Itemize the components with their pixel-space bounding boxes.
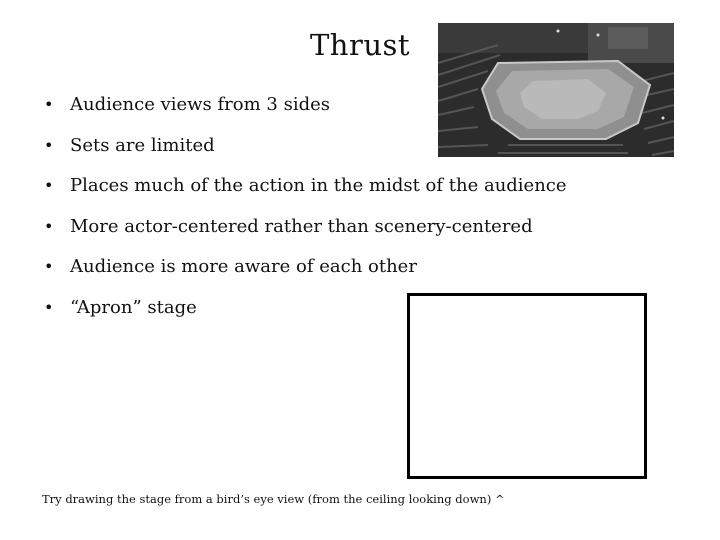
bullet-item: [44, 254, 567, 295]
bullet-dot: •: [44, 216, 54, 236]
slide-title: Thrust: [309, 28, 411, 62]
bullet-text: “Apron” stage: [70, 296, 197, 318]
drawing-box: [407, 293, 647, 479]
bullet-text: More actor-centered rather than scenery-centered: [70, 215, 533, 237]
bullet-text: Sets are limited: [70, 134, 215, 156]
bullet-text: Audience is more aware of each other: [70, 256, 417, 277]
bullet-dot: •: [44, 95, 54, 114]
footnote: Try drawing the stage from a bird’s eye view (from the ceiling looking down) ^: [42, 492, 505, 506]
bullet-text: Places much of the action in the midst of the audience: [70, 175, 567, 196]
bullet-dot: •: [44, 257, 54, 276]
bullet-item: [44, 214, 567, 255]
bullet-dot: •: [44, 297, 54, 317]
bullet-dot: •: [44, 176, 54, 195]
bullet-dot: •: [44, 135, 54, 155]
bullet-item: [44, 173, 567, 214]
bullet-item: [44, 133, 567, 174]
bullet-text: Audience views from 3 sides: [70, 94, 330, 115]
bullet-item: [44, 92, 567, 133]
